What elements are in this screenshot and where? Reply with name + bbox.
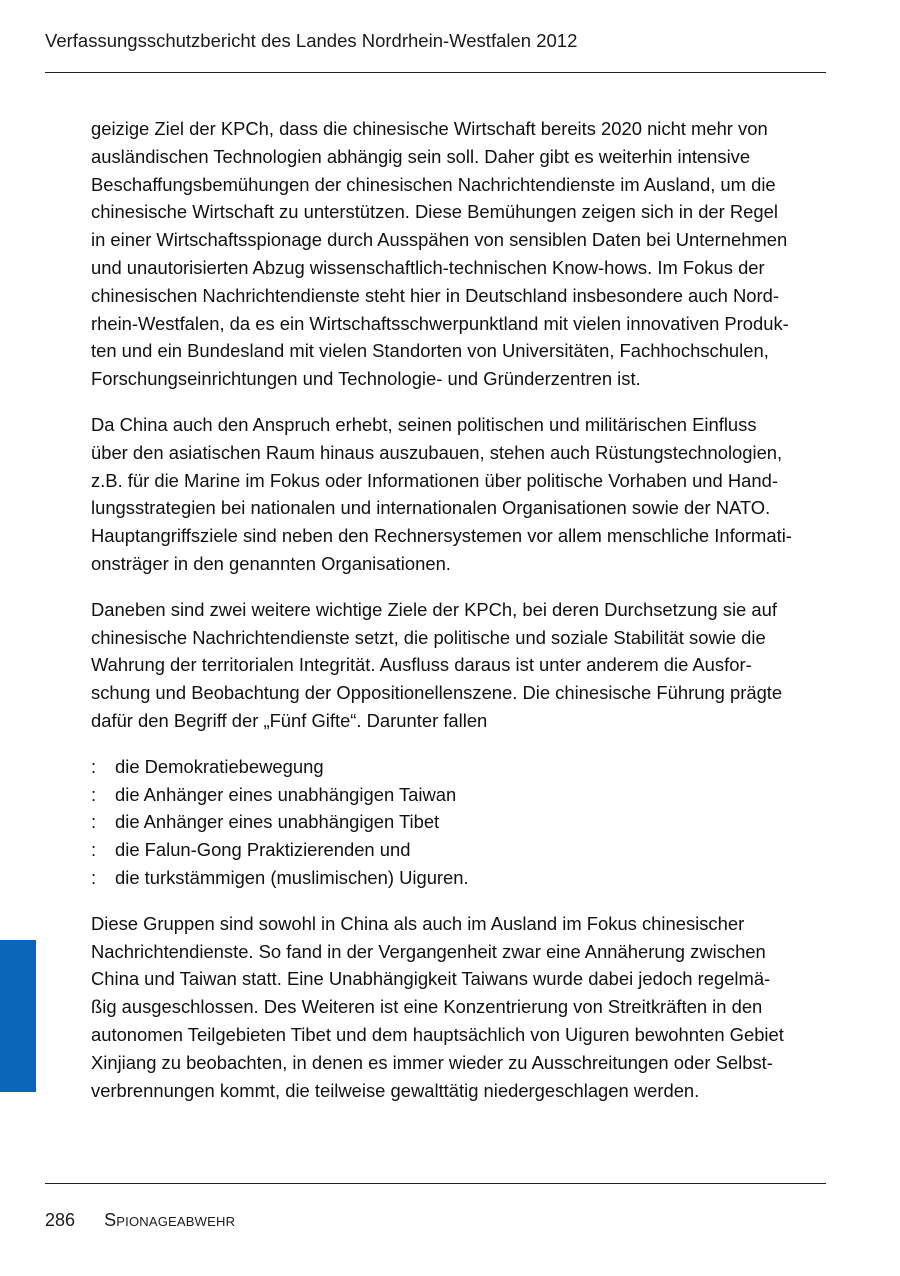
paragraph bbox=[91, 910, 836, 1105]
list-item bbox=[91, 864, 836, 892]
list-item bbox=[91, 781, 836, 809]
list-item bbox=[91, 836, 836, 864]
text-line: chinesischen Nachrichtendienste steht hier in Deutschland insbesondere auch Nord- bbox=[91, 284, 780, 306]
text-line: Nachrichtendienste. So fand in der Vergangenheit zwar eine Annäherung zwischen bbox=[91, 940, 766, 962]
text-line: Da China auch den Anspruch erhebt, seinen politischen und militärischen Einfluss bbox=[91, 413, 757, 435]
text-line: Hauptangriffsziele sind neben den Rechnersystemen vor allem menschliche Informati- bbox=[91, 525, 792, 547]
text-line: Diese Gruppen sind sowohl in China als auch im Ausland im Fokus chinesischer bbox=[91, 912, 745, 934]
list-item-text: die turkstämmigen (muslimischen) Uiguren. bbox=[115, 866, 469, 888]
bullet-list bbox=[91, 753, 836, 892]
text-line: Daneben sind zwei weitere wichtige Ziele der KPCh, bei deren Durchsetzung sie auf bbox=[91, 598, 777, 620]
paragraph bbox=[91, 596, 836, 735]
list-item-text: die Anhänger eines unabhängigen Tibet bbox=[115, 811, 440, 833]
text-line: autonomen Teilgebieten Tibet und dem hauptsächlich von Uiguren bewohnten Gebiet bbox=[91, 1023, 784, 1045]
text-line: über den asiatischen Raum hinaus auszubauen, stehen auch Rüstungstechnologien, bbox=[91, 441, 783, 463]
text-line: verbrennungen kommt, die teilweise gewalttätig niedergeschlagen werden. bbox=[91, 1079, 700, 1101]
text-line: Wahrung der territorialen Integrität. Ausfluss daraus ist unter anderem die Ausfor- bbox=[91, 654, 752, 676]
bullet-marker: : bbox=[91, 783, 97, 805]
text-line: chinesische Nachrichtendienste setzt, die politische und soziale Stabilität sowie die bbox=[91, 626, 766, 648]
text-line: und unautorisierten Abzug wissenschaftlich-technischen Know-hows. Im Fokus der bbox=[91, 256, 765, 278]
text-line: Xinjiang zu beobachten, in denen es immer wieder zu Ausschreitungen oder Selbst- bbox=[91, 1051, 773, 1073]
paragraphs-before-list bbox=[91, 115, 836, 735]
bullet-marker: : bbox=[91, 866, 97, 888]
text-line: onsträger in den genannten Organisationen. bbox=[91, 552, 451, 574]
list-item bbox=[91, 753, 836, 781]
text-line: dafür den Begriff der „Fünf Gifte“. Darunter fallen bbox=[91, 709, 488, 731]
text-line: Forschungseinrichtungen und Technologie- und Gründerzentren ist. bbox=[91, 368, 641, 390]
list-item-text: die Demokratiebewegung bbox=[115, 755, 324, 777]
list-item bbox=[91, 808, 836, 836]
text-line: rhein-Westfalen, da es ein Wirtschaftsschwerpunktland mit vielen innovativen Produk- bbox=[91, 312, 789, 334]
footer-divider bbox=[45, 1183, 826, 1184]
paragraph bbox=[91, 115, 836, 393]
header-divider bbox=[45, 72, 826, 73]
main-text bbox=[91, 115, 836, 1122]
text-line: lungsstrategien bei nationalen und internationalen Organisationen sowie der NATO. bbox=[91, 497, 771, 519]
text-line: in einer Wirtschaftsspionage durch Ausspähen von sensiblen Daten bei Unternehmen bbox=[91, 229, 788, 251]
paragraph bbox=[91, 411, 836, 578]
section-name: Spionageabwehr bbox=[104, 1210, 236, 1230]
text-line: ten und ein Bundesland mit vielen Standorten von Universitäten, Fachhochschulen, bbox=[91, 340, 769, 362]
list-item-text: die Anhänger eines unabhängigen Taiwan bbox=[115, 783, 457, 805]
text-line: ausländischen Technologien abhängig sein soll. Daher gibt es weiterhin intensive bbox=[91, 145, 751, 167]
running-footer bbox=[45, 1208, 235, 1232]
bullet-marker: : bbox=[91, 811, 97, 833]
text-line: Beschaffungsbemühungen der chinesischen Nachrichtendienste im Ausland, um die bbox=[91, 173, 776, 195]
text-line: chinesische Wirtschaft zu unterstützen. Diese Bemühungen zeigen sich in der Regel bbox=[91, 201, 778, 223]
paragraphs-after-list bbox=[91, 910, 836, 1105]
list-item-text: die Falun-Gong Praktizierenden und bbox=[115, 839, 411, 861]
running-header: Verfassungsschutzbericht des Landes Nordrhein-Westfalen 2012 bbox=[45, 30, 578, 51]
text-line: schung und Beobachtung der Oppositionellenszene. Die chinesische Führung prägte bbox=[91, 682, 783, 704]
page-number: 286 bbox=[45, 1210, 76, 1230]
chapter-color-tab bbox=[0, 940, 36, 1092]
text-line: z.B. für die Marine im Fokus oder Informationen über politische Vorhaben und Hand- bbox=[91, 469, 778, 491]
text-line: ßig ausgeschlossen. Des Weiteren ist eine Konzentrierung von Streitkräften in den bbox=[91, 996, 763, 1018]
text-line: geizige Ziel der KPCh, dass die chinesische Wirtschaft bereits 2020 nicht mehr von bbox=[91, 118, 768, 139]
text-line: China und Taiwan statt. Eine Unabhängigkeit Taiwans wurde dabei jedoch regelmä- bbox=[91, 968, 771, 990]
bullet-marker: : bbox=[91, 839, 97, 861]
bullet-marker: : bbox=[91, 755, 97, 777]
